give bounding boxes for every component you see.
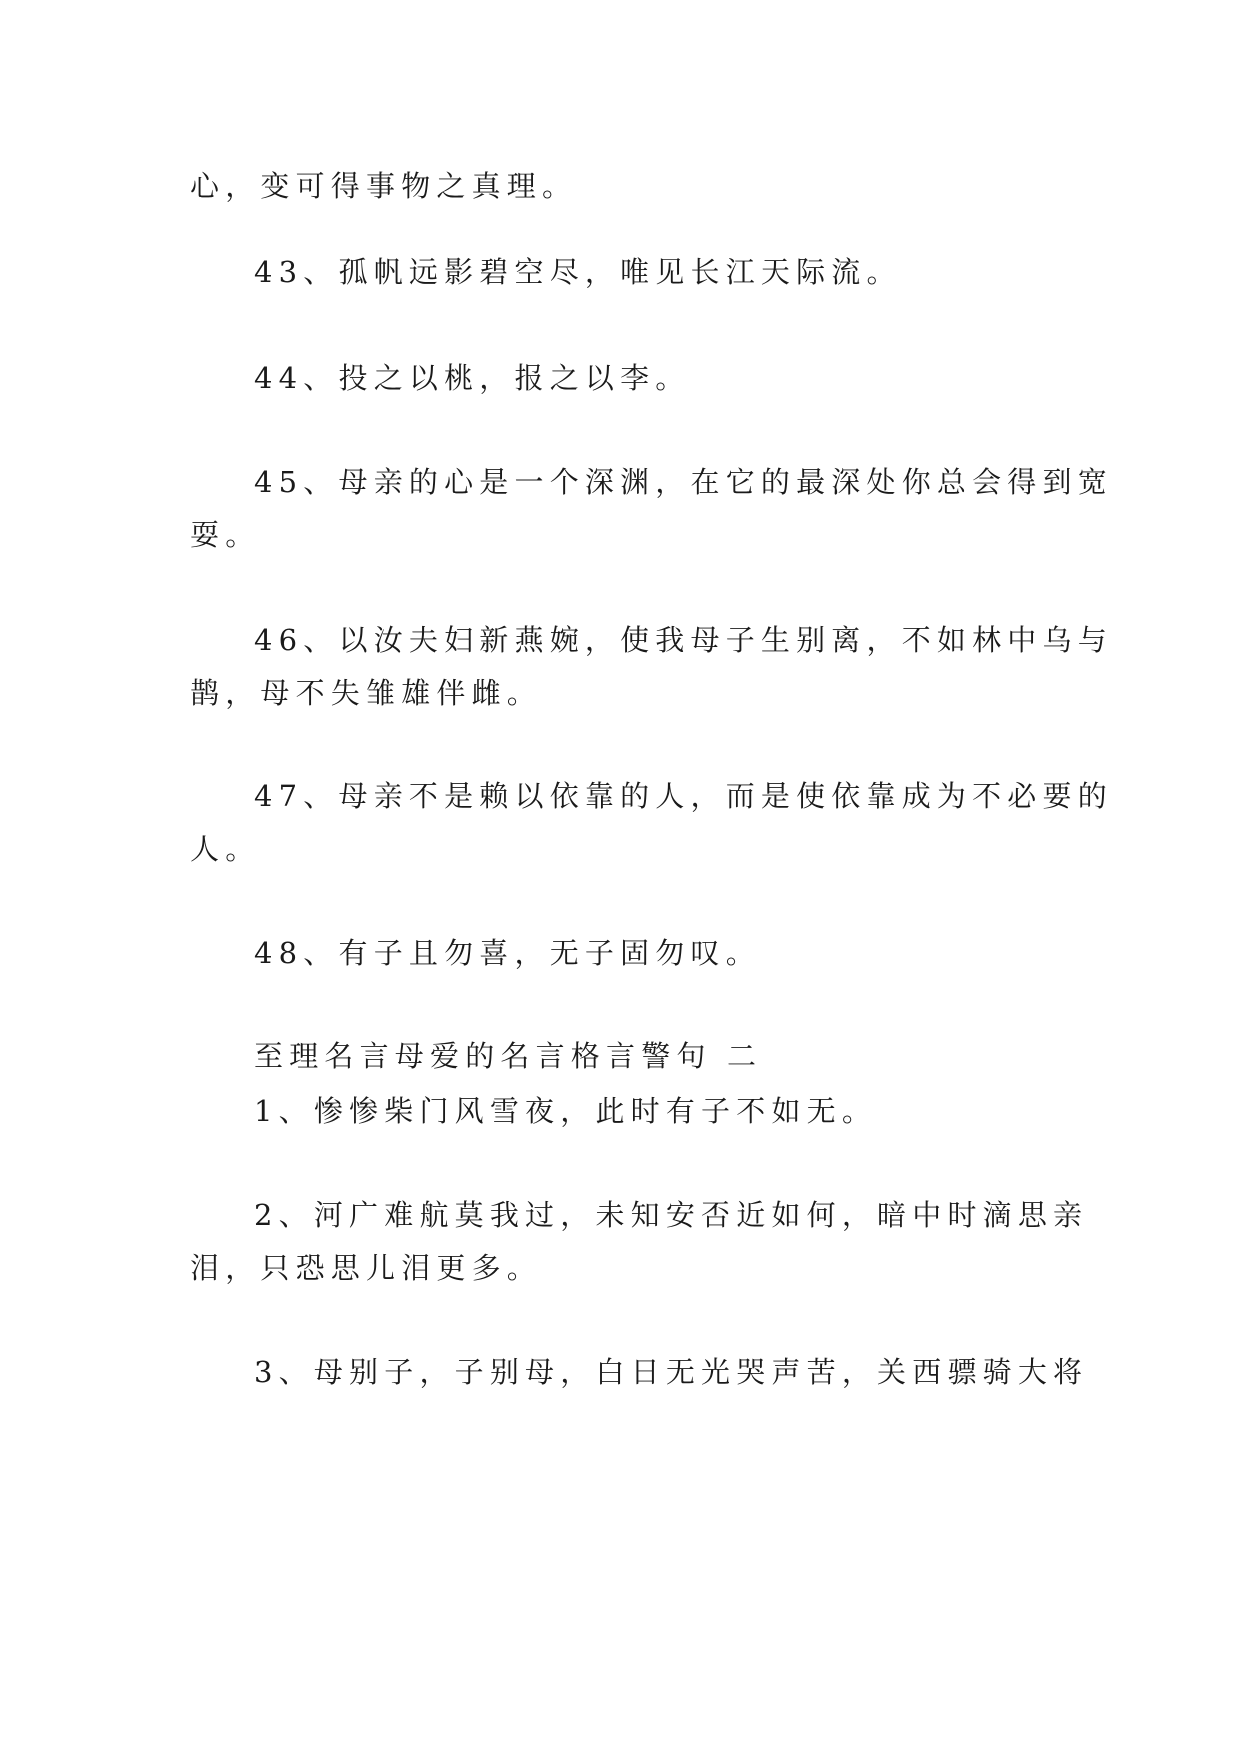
quote-48: 48、有子且勿喜，无子固勿叹。 (254, 936, 761, 970)
quote-46: 46、以汝夫妇新燕婉，使我母子生别离，不如林中乌与 (254, 623, 1113, 657)
quote-47-continued: 人。 (190, 832, 261, 866)
quote-43: 43、孤帆远影碧空尽，唯见长江天际流。 (254, 255, 902, 289)
quote-44: 44、投之以桃，报之以李。 (254, 361, 691, 395)
quote-46-continued: 鹊，母不失雏雄伴雌。 (190, 676, 543, 710)
quote-2-continued: 泪，只恐思儿泪更多。 (190, 1251, 543, 1285)
quote-2: 2、河广难航莫我过，未知安否近如何，暗中时滴思亲 (254, 1198, 1089, 1232)
quote-47: 47、母亲不是赖以依靠的人，而是使依靠成为不必要的 (254, 779, 1113, 813)
text-line: 心，变可得事物之真理。 (190, 169, 578, 203)
quote-1: 1、惨惨柴门风雪夜，此时有子不如无。 (254, 1094, 878, 1128)
quote-45-continued: 耍。 (190, 518, 261, 552)
quote-3: 3、母别子，子别母，白日无光哭声苦，关西骠骑大将 (254, 1355, 1089, 1389)
section-heading: 至理名言母爱的名言格言警句 二 (254, 1039, 763, 1073)
quote-45: 45、母亲的心是一个深渊，在它的最深处你总会得到宽 (254, 465, 1113, 499)
